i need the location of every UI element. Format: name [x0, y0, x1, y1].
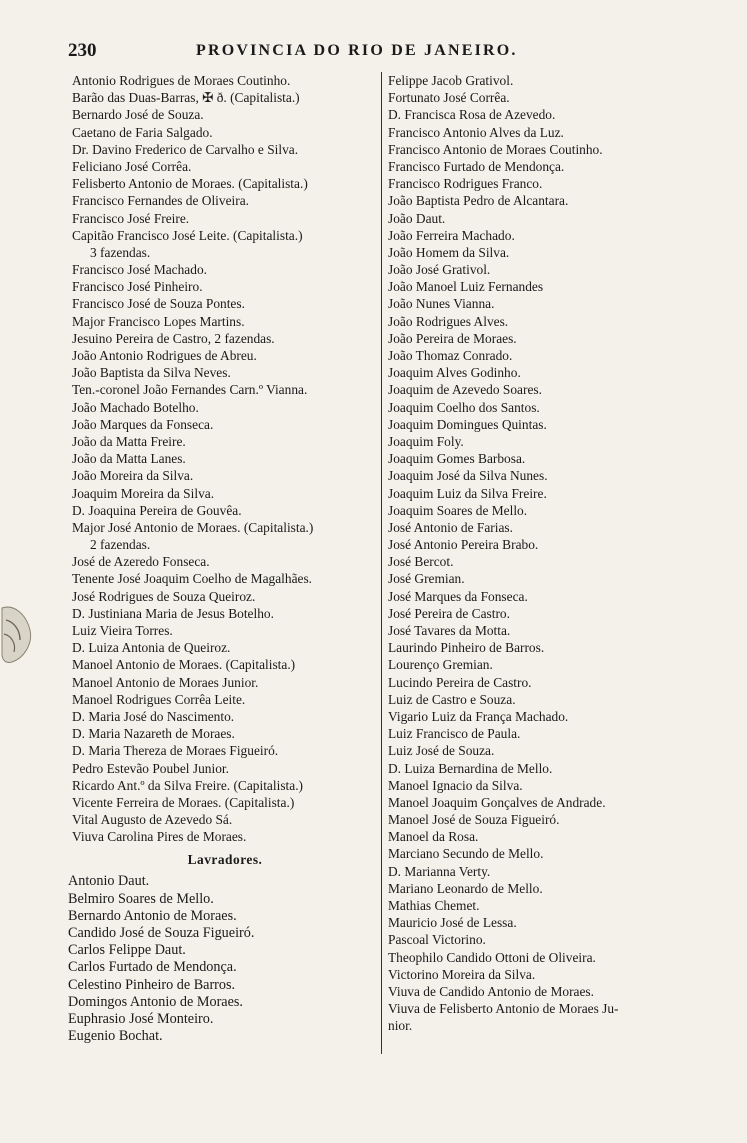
- right-entry: Luiz Francisco de Paula.: [388, 726, 521, 742]
- right-entry: Felippe Jacob Grativol.: [388, 73, 514, 88]
- right-entry: nior.: [388, 1018, 413, 1034]
- lavrador-entry: Domingos Antonio de Moraes.: [68, 993, 243, 1010]
- left-entry: Tenente José Joaquim Coelho de Magalhães.: [72, 571, 313, 587]
- left-entry: Caetano de Faria Salgado.: [72, 124, 213, 140]
- right-entry: João Rodrigues Alves.: [388, 313, 509, 329]
- right-entry: José Marques da Fonseca.: [388, 588, 528, 604]
- right-entry: Mathias Chemet.: [388, 898, 480, 913]
- left-entry: D. Joaquina Pereira de Gouvêa.: [72, 502, 242, 518]
- lavrador-entry: Bernardo Antonio de Moraes.: [68, 907, 237, 924]
- left-entry: Antonio Rodrigues de Moraes Coutinho.: [72, 73, 291, 88]
- left-entry-list: [72, 72, 378, 845]
- left-entry: João Marques da Fonseca.: [72, 416, 214, 432]
- right-entry: Manoel da Rosa.: [388, 829, 479, 845]
- lavrador-entry: Carlos Felippe Daut.: [68, 942, 186, 959]
- right-entry: Pascoal Victorino.: [388, 932, 486, 948]
- left-entry: Barão das Duas-Barras, ✠ ð. (Capitalista.): [72, 90, 300, 106]
- right-entry-list: [388, 72, 693, 1035]
- right-entry: João Nunes Vianna.: [388, 296, 495, 312]
- left-entry: 2 fazendas.: [90, 537, 151, 553]
- right-entry: Manoel Ignacio da Silva.: [388, 777, 523, 793]
- left-entry: João Machado Botelho.: [72, 399, 199, 415]
- lavrador-entry: Celestino Pinheiro de Barros.: [68, 976, 236, 993]
- lavrador-entry: Antonio Daut.: [68, 873, 150, 890]
- running-title: PROVINCIA DO RIO DE JANEIRO.: [196, 42, 518, 59]
- left-entry: Feliciano José Corrêa.: [72, 158, 192, 174]
- left-entry: 3 fazendas.: [90, 244, 151, 260]
- right-entry: José Gremian.: [388, 571, 465, 587]
- left-column: [68, 72, 378, 1045]
- left-entry: Francisco José Machado.: [72, 262, 207, 278]
- right-entry: João José Grativol.: [388, 262, 491, 278]
- right-entry: Luiz de Castro e Souza.: [388, 691, 516, 707]
- right-entry: Viuva de Candido Antonio de Moraes.: [388, 983, 594, 999]
- right-entry: D. Marianna Verty.: [388, 863, 491, 879]
- right-entry: D. Francisca Rosa de Azevedo.: [388, 107, 556, 123]
- right-entry: D. Luiza Bernardina de Mello.: [388, 760, 553, 776]
- right-entry: Joaquim Soares de Mello.: [388, 502, 528, 518]
- right-entry: Marciano Secundo de Mello.: [388, 846, 544, 862]
- right-entry: Fortunato José Corrêa.: [388, 90, 510, 106]
- right-entry: Joaquim de Azevedo Soares.: [388, 382, 542, 398]
- right-entry: Manoel José de Souza Figueiró.: [388, 812, 560, 828]
- left-entry: João Moreira da Silva.: [72, 468, 194, 484]
- right-entry: Joaquim Alves Godinho.: [388, 365, 521, 381]
- right-entry: Mauricio José de Lessa.: [388, 915, 517, 931]
- right-entry: João Baptista Pedro de Alcantara.: [388, 193, 569, 209]
- lavrador-entry: Eugenio Bochat.: [68, 1028, 163, 1045]
- right-entry: João Homem da Silva.: [388, 244, 510, 260]
- left-entry: Ricardo Ant.º da Silva Freire. (Capitalista.): [72, 777, 303, 793]
- left-entry: Bernardo José de Souza.: [72, 107, 204, 123]
- right-entry: José Pereira de Castro.: [388, 605, 510, 621]
- left-entry: D. Justiniana Maria de Jesus Botelho.: [72, 605, 274, 621]
- right-entry: Lucindo Pereira de Castro.: [388, 674, 532, 690]
- left-entry: Dr. Davino Frederico de Carvalho e Silva.: [72, 141, 299, 157]
- right-entry: José Antonio Pereira Brabo.: [388, 537, 539, 553]
- right-entry: Joaquim Foly.: [388, 433, 464, 449]
- left-entry: Major Francisco Lopes Martins.: [72, 313, 245, 329]
- left-entry: Francisco José de Souza Pontes.: [72, 296, 245, 312]
- left-entry: Jesuino Pereira de Castro, 2 fazendas.: [72, 330, 275, 346]
- right-entry: Lourenço Gremian.: [388, 657, 493, 673]
- right-entry: Francisco Antonio de Moraes Coutinho.: [388, 141, 603, 157]
- right-entry: Joaquim José da Silva Nunes.: [388, 468, 548, 484]
- left-entry: Francisco José Freire.: [72, 210, 190, 226]
- left-entry: José de Azeredo Fonseca.: [72, 554, 210, 570]
- left-entry: D. Maria Thereza de Moraes Figueiró.: [72, 743, 279, 759]
- left-entry: D. Luiza Antonia de Queiroz.: [72, 640, 231, 656]
- right-entry: Mariano Leonardo de Mello.: [388, 880, 543, 896]
- column-divider: [381, 72, 382, 1054]
- left-entry: Vital Augusto de Azevedo Sá.: [72, 812, 233, 828]
- right-entry: Theophilo Candido Ottoni de Oliveira.: [388, 949, 596, 965]
- right-entry: João Thomaz Conrado.: [388, 348, 513, 363]
- lavrador-entry: Carlos Furtado de Mendonça.: [68, 959, 237, 976]
- right-entry: Vigario Luiz da França Machado.: [388, 708, 569, 724]
- left-entry: D. Maria José do Nascimento.: [72, 708, 235, 724]
- right-entry: João Ferreira Machado.: [388, 227, 515, 243]
- right-entry: Francisco Antonio Alves da Luz.: [388, 124, 564, 140]
- paper-blemish: [0, 600, 34, 670]
- left-entry: José Rodrigues de Souza Queiroz.: [72, 588, 256, 604]
- right-entry: Joaquim Coelho dos Santos.: [388, 399, 540, 415]
- right-entry: José Tavares da Motta.: [388, 623, 511, 638]
- left-entry: Pedro Estevão Poubel Junior.: [72, 760, 229, 776]
- right-entry: Luiz José de Souza.: [388, 743, 495, 759]
- left-entry: Francisco Fernandes de Oliveira.: [72, 193, 249, 209]
- left-entry: Felisberto Antonio de Moraes. (Capitalista.): [72, 176, 308, 192]
- left-entry: Manoel Antonio de Moraes Junior.: [72, 674, 259, 690]
- page-header: [68, 40, 688, 62]
- left-entry: Major José Antonio de Moraes. (Capitalista.): [72, 519, 314, 535]
- right-entry: José Bercot.: [388, 554, 454, 570]
- right-entry: Francisco Rodrigues Franco.: [388, 176, 543, 192]
- right-entry: Laurindo Pinheiro de Barros.: [388, 640, 545, 656]
- right-entry: João Manoel Luiz Fernandes: [388, 279, 544, 295]
- left-entry: Francisco José Pinheiro.: [72, 279, 203, 295]
- right-entry: Viuva de Felisberto Antonio de Moraes Ju-: [388, 1001, 619, 1017]
- right-column: [388, 72, 693, 1035]
- right-entry: João Pereira de Moraes.: [388, 330, 517, 346]
- right-entry: Joaquim Gomes Barbosa.: [388, 451, 526, 467]
- left-entry: Manoel Rodrigues Corrêa Leite.: [72, 691, 246, 707]
- right-entry: Victorino Moreira da Silva.: [388, 966, 536, 982]
- lavrador-entry: Belmiro Soares de Mello.: [68, 890, 214, 907]
- left-entry: João Baptista da Silva Neves.: [72, 365, 231, 381]
- left-entry: Luiz Vieira Torres.: [72, 623, 173, 638]
- right-entry: Manoel Joaquim Gonçalves de Andrade.: [388, 794, 606, 810]
- left-entry: Capitão Francisco José Leite. (Capitalista.): [72, 227, 303, 243]
- right-entry: João Daut.: [388, 210, 446, 226]
- section-heading-lavradores: Lavradores.: [187, 852, 263, 868]
- left-entry: Viuva Carolina Pires de Moraes.: [72, 829, 247, 845]
- right-entry: José Antonio de Farias.: [388, 519, 513, 535]
- page-number: 230: [68, 40, 97, 61]
- left-entry: João da Matta Freire.: [72, 433, 186, 449]
- left-entry: D. Maria Nazareth de Moraes.: [72, 726, 235, 742]
- right-entry: Joaquim Domingues Quintas.: [388, 416, 547, 432]
- right-entry: Francisco Furtado de Mendonça.: [388, 158, 565, 174]
- lavradores-list: [68, 873, 378, 1045]
- lavrador-entry: Candido José de Souza Figueiró.: [68, 925, 255, 941]
- left-entry: Manoel Antonio de Moraes. (Capitalista.): [72, 657, 296, 673]
- left-entry: Ten.-coronel João Fernandes Carn.º Vianna.: [72, 382, 308, 398]
- left-entry: Joaquim Moreira da Silva.: [72, 485, 215, 501]
- left-entry: João Antonio Rodrigues de Abreu.: [72, 348, 257, 363]
- lavrador-entry: Euphrasio José Monteiro.: [68, 1010, 214, 1027]
- right-entry: Joaquim Luiz da Silva Freire.: [388, 485, 547, 501]
- left-entry: João da Matta Lanes.: [72, 451, 186, 467]
- left-entry: Vicente Ferreira de Moraes. (Capitalista.): [72, 794, 295, 810]
